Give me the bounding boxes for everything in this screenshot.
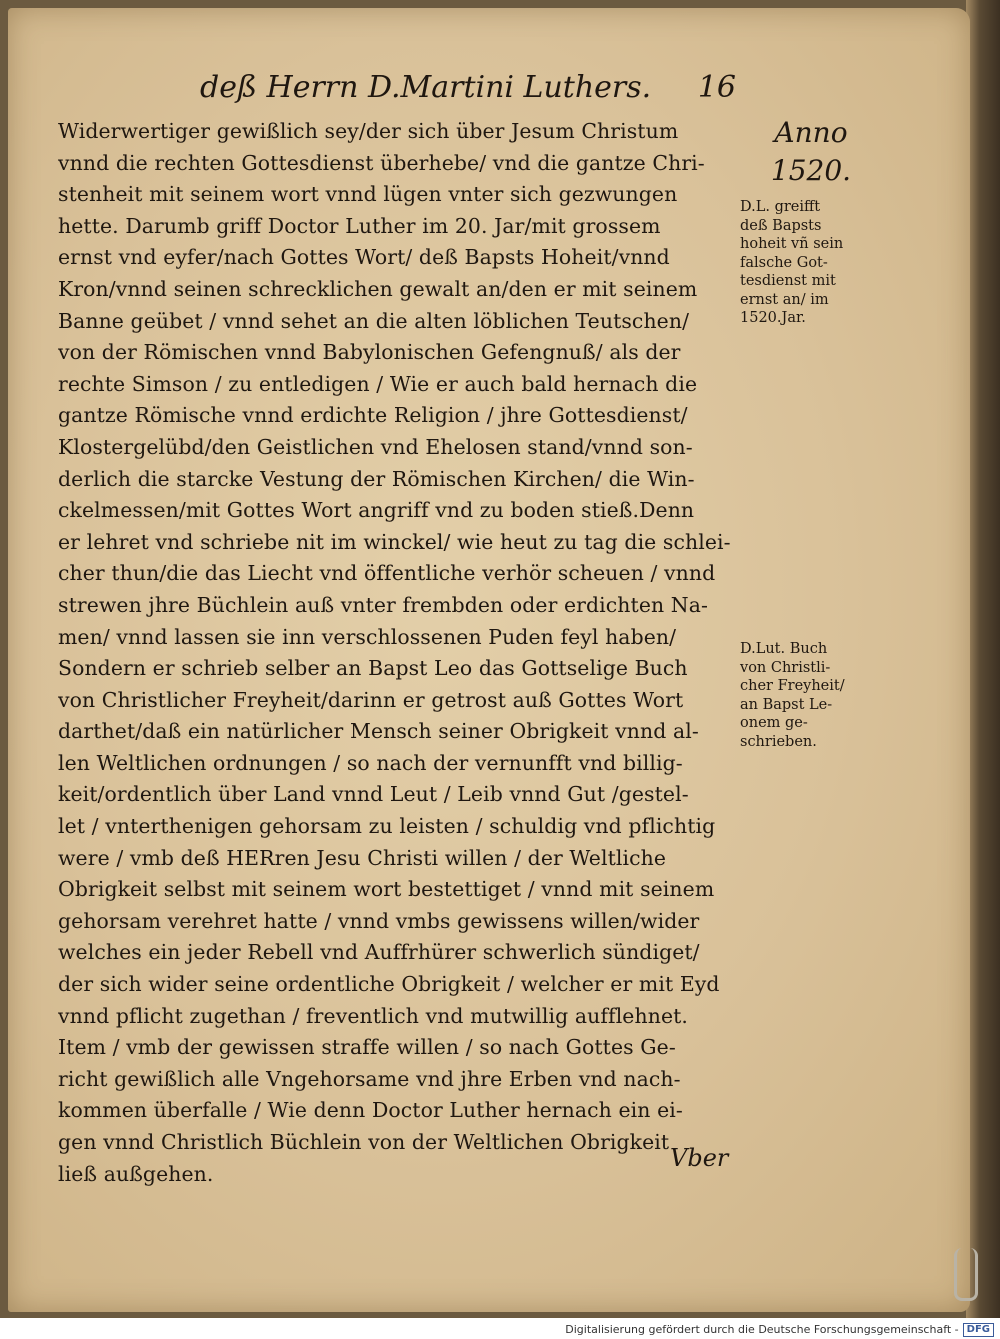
gloss-line: onem ge- [740,715,808,731]
text-line: vnnd pflicht zugethan / freventlich vnd mutwillig aufflehnet. [58,1003,688,1028]
text-line: vnnd die rechten Gottesdienst überhebe/ vnd die gantze Chri- [58,150,705,175]
text-line: kommen überfalle / Wie denn Doctor Luther hernach ein ei- [58,1098,683,1123]
text-line: Banne geübet / vnnd sehet an die alten löblichen Teutschen/ [58,308,690,333]
text-line: gantze Römische vnnd erdichte Religion / jhre Gottesdienst/ [58,403,688,428]
body-text [58,116,742,1190]
footer-credit: Digitalisierung gefördert durch die Deutsche Forschungsgemeinschaft - [565,1323,959,1336]
margin-gloss-freedom-book [740,640,870,751]
book-edge [966,0,1000,1318]
text-line: Sondern er schrieb selber an Bapst Leo das Gottselige Buch [58,656,688,681]
gloss-line: 1520.Jar. [740,310,806,326]
text-line: stenheit mit seinem wort vnnd lügen vnter sich gezwungen [58,182,678,207]
text-line: Item / vmb der gewissen straffe willen / so nach Gottes Ge- [58,1035,676,1060]
text-line: von der Römischen vnnd Babylonischen Gefengnuß/ als der [58,340,681,365]
text-line: ließ außgehen. [58,1161,214,1186]
text-line: welches ein jeder Rebell vnd Auffrhürer schwerlich sündiget/ [58,940,700,965]
gloss-line: tesdienst mit [740,273,836,289]
text-line: Klostergelübd/den Geistlichen vnd Ehelosen stand/vnnd son- [58,434,693,459]
text-line: rechte Simson / zu entledigen / Wie er auch bald hernach die [58,371,698,396]
gloss-line: D.Lut. Buch [740,641,828,657]
paper-clip-icon [954,1248,978,1301]
text-line: Widerwertiger gewißlich sey/der sich über Jesum Christum [58,119,679,143]
text-line: ernst vnd eyfer/nach Gottes Wort/ deß Bapsts Hoheit/vnnd [58,245,670,270]
text-line: cher thun/die das Liecht vnd öffentliche verhör scheuen / vnnd [58,561,716,586]
page-number: 16 [697,70,736,105]
page-header [200,70,740,114]
text-line: were / vmb deß HERren Jesu Christi willen / der Weltliche [58,845,667,870]
gloss-line: von Christli- [740,659,831,676]
text-line: Obrigkeit selbst mit seinem wort bestettiget / vnnd mit seinem [58,877,715,902]
text-line: let / vnterthenigen gehorsam zu leisten / schuldig vnd pflichtig [58,814,716,839]
gloss-line: falsche Got- [740,254,828,271]
margin-year-number: 1520. [770,154,852,187]
text-line: gen vnnd Christlich Büchlein von der Weltlichen Obrigkeit [58,1130,670,1154]
text-line: hette. Darumb griff Doctor Luther im 20. Jar/mit grossem [58,213,661,238]
text-line: derlich die starcke Vestung der Römischen Kirchen/ die Win- [58,466,695,491]
gloss-line: deß Bapsts [740,217,822,234]
text-line: ckelmessen/mit Gottes Wort angriff vnd zu boden stieß.Denn [58,498,695,523]
margin-year-anno: Anno [774,116,848,149]
text-line: der sich wider seine ordentliche Obrigkeit / welcher er mit Eyd [58,972,720,997]
text-line: richt gewißlich alle Vngehorsame vnd jhre Erben vnd nach- [58,1066,681,1091]
gloss-line: ernst an/ im [740,291,829,308]
text-line: len Weltlichen ordnungen / so nach der vernunfft vnd billig- [58,750,683,775]
text-line: er lehret vnd schriebe nit im winckel/ wie heut zu tag die schlei- [58,529,731,554]
text-line: keit/ordentlich über Land vnnd Leut / Leib vnnd Gut /gestel- [58,782,689,807]
text-line: men/ vnnd lassen sie inn verschlossenen Puden feyl haben/ [58,624,677,649]
dfg-logo: DFG [963,1323,994,1337]
text-line: strewen jhre Büchlein auß vnter frembden oder erdichten Na- [58,592,708,617]
margin-gloss-luther-attack [740,198,870,328]
catchword: Vber [670,1144,729,1172]
gloss-line: an Bapst Le- [740,696,833,713]
text-line: gehorsam verehret hatte / vnnd vmbs gewissens willen/wider [58,908,700,933]
text-line: von Christlicher Freyheit/darinn er getrost auß Gottes Wort [58,687,684,712]
margin-year [756,114,866,190]
gloss-line: schrieben. [740,733,817,750]
gloss-line: hoheit vñ sein [740,236,844,252]
gloss-line: D.L. greifft [740,199,821,215]
digitization-footer [0,1320,1000,1339]
text-line: darthet/daß ein natürlicher Mensch seiner Obrigkeit vnnd al- [58,719,699,744]
text-line: Kron/vnnd seinen schrecklichen gewalt an/den er mit seinem [58,276,698,301]
gloss-line: cher Freyheit/ [740,678,845,694]
running-title: deß Herrn D.Martini Luthers. [200,70,652,105]
